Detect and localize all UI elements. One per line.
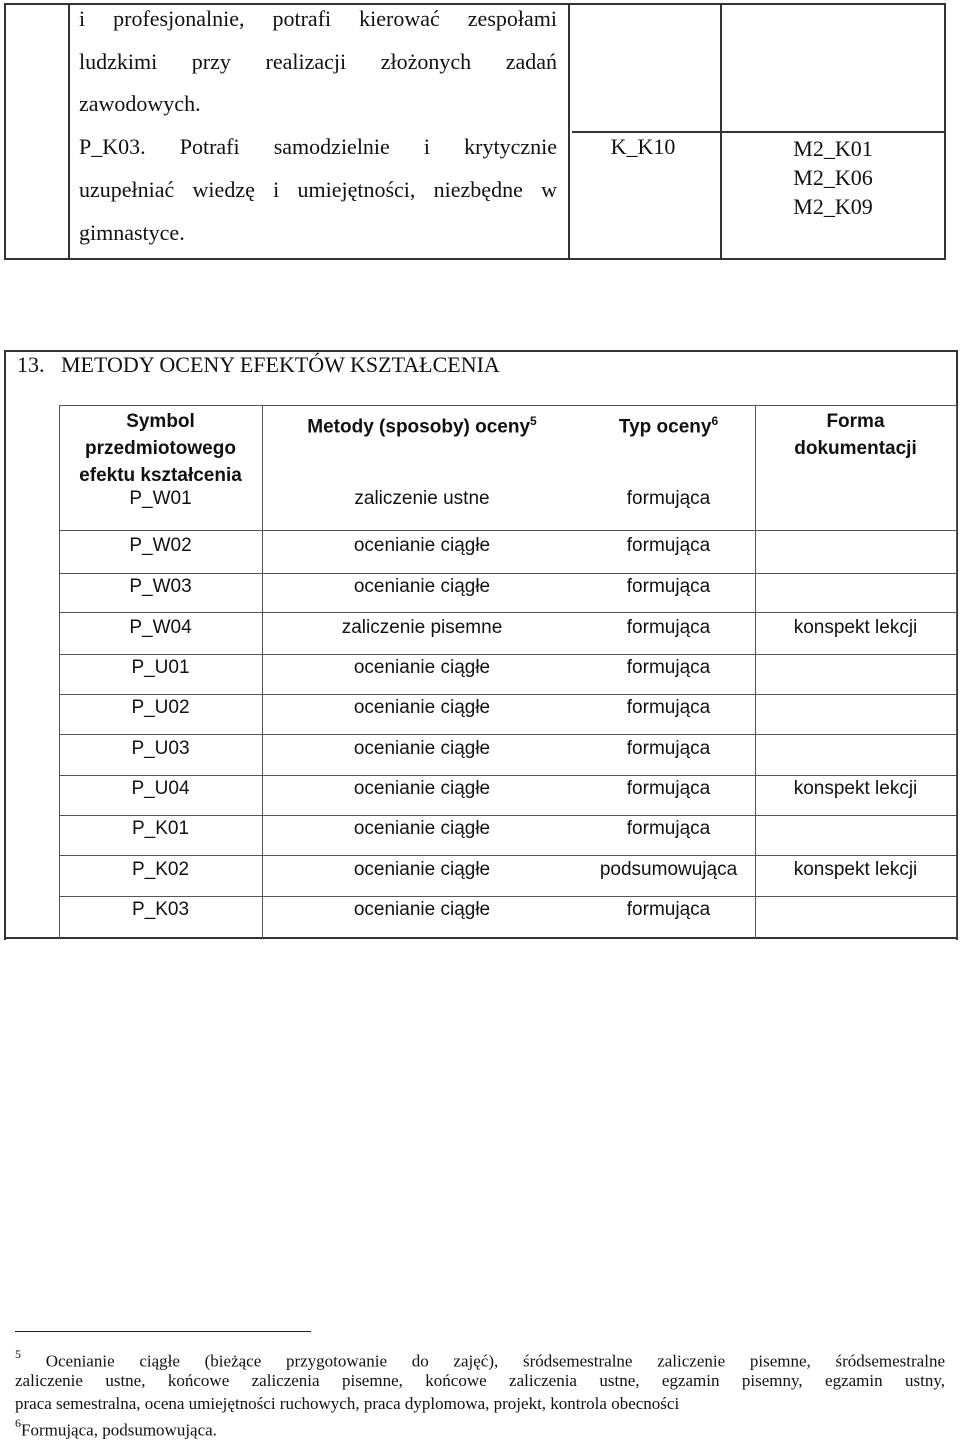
header-forma-line: Forma: [826, 411, 885, 432]
row-type: formująca: [626, 899, 711, 920]
row-symbol: P_W01: [129, 488, 192, 509]
footnote-5-line: zaliczenie ustne, końcowe zaliczenia pisemne, końcowe zaliczenia ustne, egzamin pisemny, egzamin ustny,: [15, 1371, 945, 1390]
row-type: formująca: [626, 738, 711, 759]
grid-line: [59, 530, 956, 531]
table-divider: [568, 5, 570, 258]
row-type: formująca: [626, 778, 711, 799]
m2-code: M2_K06: [793, 165, 873, 190]
row-method: ocenianie ciągłe: [353, 738, 491, 759]
grid-line: [59, 654, 956, 655]
footnote-number: 6: [15, 1416, 21, 1430]
row-type: formująca: [626, 576, 711, 597]
row-doc: konspekt lekcji: [793, 617, 918, 638]
row-symbol: P_K02: [131, 859, 190, 880]
competence-text-line: uzupełniać wiedzę i umiejętności, niezbędne w: [79, 177, 557, 202]
row-type: formująca: [626, 488, 711, 509]
header-type: [582, 408, 755, 440]
footnote-6: [15, 1414, 945, 1442]
grid-line: [59, 694, 956, 695]
competence-text-line: gimnastyce.: [79, 220, 185, 245]
row-type: formująca: [626, 818, 711, 839]
grid-line: [59, 573, 956, 574]
table-divider: [68, 5, 70, 258]
grid-line: [59, 896, 956, 897]
footnote-rule: [15, 1331, 311, 1332]
row-symbol: P_W04: [129, 617, 192, 638]
grid-line: [59, 612, 956, 613]
header-symbol-line: przedmiotowego: [85, 438, 236, 459]
footnote-5-line: praca semestralna, ocena umiejętności ruchowych, praca dyplomowa, projekt, kontrola obecności: [15, 1394, 680, 1413]
header-symbol: [59, 408, 262, 489]
footnote-number: 5: [15, 1347, 21, 1361]
grid-line: [59, 775, 956, 776]
grid-line: [59, 405, 956, 406]
header-forma: [755, 408, 956, 462]
row-method: ocenianie ciągłe: [353, 576, 491, 597]
row-method: ocenianie ciągłe: [353, 859, 491, 880]
row-type: formująca: [626, 535, 711, 556]
row-symbol: P_W03: [129, 576, 192, 597]
competence-text-line: ludzkimi przy realizacji złożonych zadań: [79, 49, 557, 74]
row-symbol: P_U04: [131, 778, 190, 799]
grid-line: [59, 734, 956, 735]
row-symbol: P_W02: [129, 535, 192, 556]
header-forma-line: dokumentacji: [794, 438, 917, 459]
row-method: ocenianie ciągłe: [353, 535, 491, 556]
row-doc: konspekt lekcji: [793, 778, 918, 799]
grid-line: [59, 855, 956, 856]
row-method: ocenianie ciągłe: [353, 899, 491, 920]
header-symbol-line: Symbol: [126, 411, 195, 432]
section-bottom-border: [4, 937, 958, 939]
row-symbol: P_U02: [131, 697, 190, 718]
footnote-text: Formująca, podsumowująca.: [21, 1420, 217, 1440]
grid-line: [59, 815, 956, 816]
row-method: ocenianie ciągłe: [353, 778, 491, 799]
header-symbol-line: efektu kształcenia: [79, 465, 242, 486]
footnote-ref: 5: [530, 414, 537, 428]
row-method: ocenianie ciągłe: [353, 657, 491, 678]
competence-text-line: P_K03. Potrafi samodzielnie i krytycznie: [79, 134, 557, 159]
row-doc: konspekt lekcji: [793, 859, 918, 880]
table-divider: [572, 131, 944, 133]
row-symbol: P_U01: [131, 657, 190, 678]
kk-code: K_K10: [610, 134, 676, 159]
m2-codes: [720, 134, 946, 221]
row-type: formująca: [626, 697, 711, 718]
row-method: ocenianie ciągłe: [353, 697, 491, 718]
row-type: formująca: [626, 617, 711, 638]
row-method: zaliczenie pisemne: [341, 617, 503, 638]
m2-code: M2_K01: [793, 136, 873, 161]
row-symbol: P_K03: [131, 899, 190, 920]
competence-text-line: zawodowych.: [79, 91, 201, 116]
header-methods-label: Metody (sposoby) oceny: [307, 416, 531, 438]
section-title: 13. METODY OCENY EFEKTÓW KSZTAŁCENIA: [17, 352, 500, 377]
row-type: formująca: [626, 657, 711, 678]
row-method: ocenianie ciągłe: [353, 818, 491, 839]
competence-text-line: i profesjonalnie, potrafi kierować zespołami: [79, 6, 557, 31]
row-symbol: P_U03: [131, 738, 190, 759]
row-type: podsumowująca: [599, 859, 738, 880]
header-type-label: Typ oceny: [618, 416, 712, 438]
header-methods: [262, 408, 582, 440]
footnote-ref: 6: [711, 414, 719, 428]
grid-line: [956, 405, 957, 938]
m2-code: M2_K09: [793, 194, 873, 219]
row-symbol: P_K01: [131, 818, 190, 839]
row-method: zaliczenie ustne: [354, 488, 490, 509]
footnote-text: Ocenianie ciągłe (bieżące przygotowanie do zajęć), śródsemestralne zaliczenie pisemne, śródsemestralne: [45, 1351, 945, 1371]
